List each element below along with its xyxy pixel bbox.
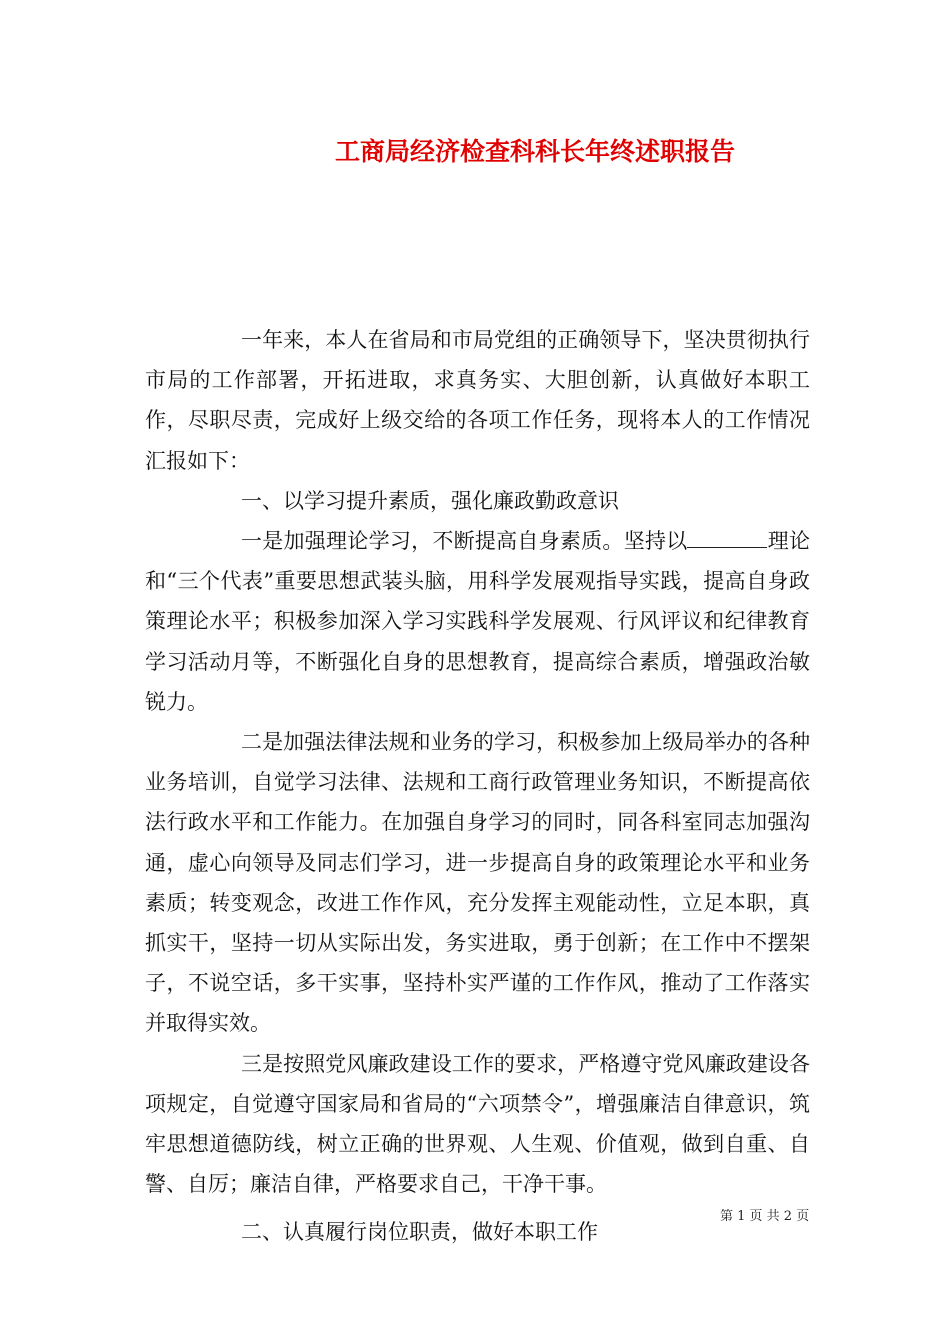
paragraph-law-study: 二是加强法律法规和业务的学习，积极参加上级局举办的各种业务培训，自觉学习法律、法规和工商行政管理业务知识，不断提高依法行政水平和工作能力。在加强自身学习的同时，同各科室同志加强沟通，虚心向领导及同志们学习，进一步提高自身的政策理论水平和业务素质；转变观念，改进工作作风，充分发挥主观能动性，立足本职，真抓实干，坚持一切从实际出发，务实进取，勇于创新；在工作中不摆架子，不说空话，多干实事，坚持朴实严谨的工作作风，推动了工作落实并取得实效。 <box>145 730 810 1036</box>
document-body <box>145 320 810 1253</box>
paragraph-theory-study-rest: 理论和“三个代表”重要思想武装头脑，用科学发展观指导实践，提高自身政策理论水平；积极参加深入学习实践科学发展观、行风评议和纪律教育学习活动月等，不断强化自身的思想教育，提高综合素质，增强政治敏锐力。 <box>145 529 811 714</box>
paragraph-theory-study-start: 一是加强理论学习，不断提高自身素质。坚持以 <box>241 529 688 554</box>
fill-in-blank <box>687 527 767 548</box>
section-heading-2: 二、认真履行岗位职责，做好本职工作 <box>241 1220 598 1245</box>
page-number: 第 1 页 共 2 页 <box>720 1209 810 1224</box>
document-title: 工商局经济检查科科长年终述职报告 <box>335 137 736 166</box>
section-heading-1: 一、以学习提升素质，强化廉政勤政意识 <box>241 488 619 513</box>
intro-paragraph: 一年来，本人在省局和市局党组的正确领导下，坚决贯彻执行市局的工作部署，开拓进取，求真务实、大胆创新，认真做好本职工作，尽职尽责，完成好上级交给的各项工作任务，现将本人的工作情况汇报如下： <box>145 328 810 473</box>
paragraph-integrity: 三是按照党风廉政建设工作的要求，严格遵守党风廉政建设各项规定，自觉遵守国家局和省局的“六项禁令”，增强廉洁自律意识，筑牢思想道德防线，树立正确的世界观、人生观、价值观，做到自重、自警、自厉；廉洁自律，严格要求自己，干净干事。 <box>145 1051 810 1197</box>
paragraph-theory-study <box>145 521 810 722</box>
